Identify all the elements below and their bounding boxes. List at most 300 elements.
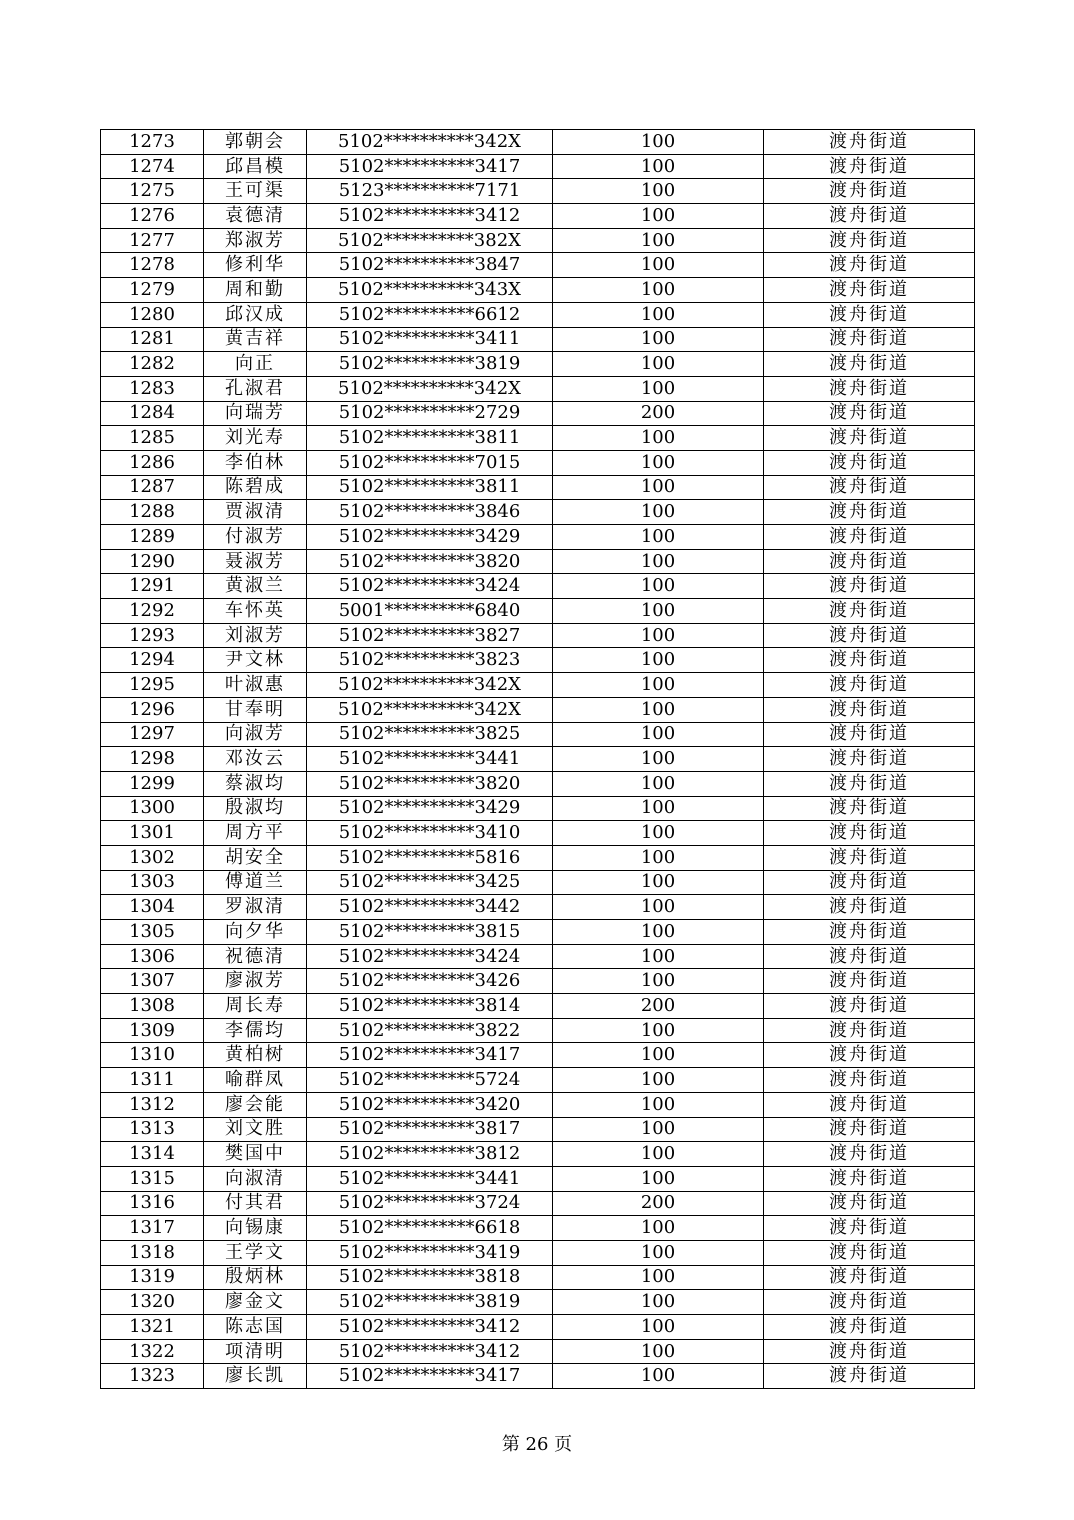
id-number-cell: 5102**********3822 [307, 1018, 553, 1043]
amount-cell: 100 [553, 796, 764, 821]
table-row [101, 1018, 975, 1043]
subdistrict-cell: 渡舟街道 [764, 870, 975, 895]
row-number-cell: 1296 [101, 697, 204, 722]
table-row [101, 302, 975, 327]
row-number-cell: 1307 [101, 969, 204, 994]
subdistrict-cell: 渡舟街道 [764, 697, 975, 722]
table-row [101, 253, 975, 278]
table-row [101, 1339, 975, 1364]
person-name-cell: 邱汉成 [204, 302, 307, 327]
amount-cell: 100 [553, 352, 764, 377]
amount-cell: 100 [553, 525, 764, 550]
person-name-cell: 付淑芳 [204, 525, 307, 550]
id-number-cell: 5102**********3442 [307, 895, 553, 920]
person-name-cell: 向瑞芳 [204, 401, 307, 426]
id-number-cell: 5102**********3823 [307, 648, 553, 673]
amount-cell: 100 [553, 747, 764, 772]
row-number-cell: 1291 [101, 574, 204, 599]
person-name-cell: 向淑清 [204, 1166, 307, 1191]
id-number-cell: 5102**********3819 [307, 352, 553, 377]
table-row [101, 648, 975, 673]
row-number-cell: 1301 [101, 821, 204, 846]
person-name-cell: 廖会能 [204, 1092, 307, 1117]
amount-cell: 100 [553, 574, 764, 599]
table-row [101, 1191, 975, 1216]
amount-cell: 100 [553, 426, 764, 451]
person-name-cell: 周长寿 [204, 994, 307, 1019]
table-row [101, 426, 975, 451]
row-number-cell: 1290 [101, 549, 204, 574]
subdistrict-cell: 渡舟街道 [764, 352, 975, 377]
amount-cell: 100 [553, 969, 764, 994]
person-name-cell: 刘光寿 [204, 426, 307, 451]
table-row [101, 327, 975, 352]
amount-cell: 100 [553, 944, 764, 969]
row-number-cell: 1306 [101, 944, 204, 969]
person-name-cell: 向锡康 [204, 1216, 307, 1241]
table-body [101, 130, 975, 1389]
subdistrict-cell: 渡舟街道 [764, 278, 975, 303]
table-row [101, 154, 975, 179]
table-row [101, 204, 975, 229]
subdistrict-cell: 渡舟街道 [764, 895, 975, 920]
row-number-cell: 1323 [101, 1364, 204, 1389]
table-row [101, 1315, 975, 1340]
row-number-cell: 1285 [101, 426, 204, 451]
subdistrict-cell: 渡舟街道 [764, 1216, 975, 1241]
id-number-cell: 5102**********3424 [307, 574, 553, 599]
amount-cell: 200 [553, 401, 764, 426]
table-row [101, 821, 975, 846]
amount-cell: 100 [553, 1068, 764, 1093]
amount-cell: 200 [553, 1191, 764, 1216]
table-row [101, 1142, 975, 1167]
table-row [101, 1364, 975, 1389]
id-number-cell: 5102**********342X [307, 673, 553, 698]
amount-cell: 100 [553, 1018, 764, 1043]
id-number-cell: 5102**********3814 [307, 994, 553, 1019]
person-name-cell: 向淑芳 [204, 722, 307, 747]
id-number-cell: 5102**********3818 [307, 1265, 553, 1290]
subdistrict-cell: 渡舟街道 [764, 1068, 975, 1093]
table-row [101, 352, 975, 377]
subdistrict-cell: 渡舟街道 [764, 771, 975, 796]
subdistrict-cell: 渡舟街道 [764, 1092, 975, 1117]
id-number-cell: 5102**********3724 [307, 1191, 553, 1216]
person-name-cell: 殷淑均 [204, 796, 307, 821]
amount-cell: 100 [553, 1216, 764, 1241]
amount-cell: 100 [553, 870, 764, 895]
table-row [101, 1092, 975, 1117]
id-number-cell: 5102**********3817 [307, 1117, 553, 1142]
row-number-cell: 1278 [101, 253, 204, 278]
amount-cell: 200 [553, 994, 764, 1019]
row-number-cell: 1314 [101, 1142, 204, 1167]
table-row [101, 697, 975, 722]
table-row [101, 179, 975, 204]
person-name-cell: 孔淑君 [204, 376, 307, 401]
table-row [101, 401, 975, 426]
id-number-cell: 5102**********3819 [307, 1290, 553, 1315]
row-number-cell: 1297 [101, 722, 204, 747]
table-row [101, 944, 975, 969]
id-number-cell: 5102**********3424 [307, 944, 553, 969]
id-number-cell: 5102**********6612 [307, 302, 553, 327]
table-row [101, 1043, 975, 1068]
row-number-cell: 1279 [101, 278, 204, 303]
row-number-cell: 1282 [101, 352, 204, 377]
row-number-cell: 1289 [101, 525, 204, 550]
amount-cell: 100 [553, 648, 764, 673]
table-row [101, 747, 975, 772]
person-name-cell: 周方平 [204, 821, 307, 846]
person-name-cell: 聂淑芳 [204, 549, 307, 574]
row-number-cell: 1273 [101, 130, 204, 155]
subdistrict-cell: 渡舟街道 [764, 1043, 975, 1068]
subdistrict-cell: 渡舟街道 [764, 1339, 975, 1364]
subdistrict-cell: 渡舟街道 [764, 327, 975, 352]
person-name-cell: 廖金文 [204, 1290, 307, 1315]
id-number-cell: 5102**********3812 [307, 1142, 553, 1167]
table-row [101, 895, 975, 920]
id-number-cell: 5102**********5724 [307, 1068, 553, 1093]
amount-cell: 100 [553, 771, 764, 796]
table-row [101, 574, 975, 599]
row-number-cell: 1293 [101, 623, 204, 648]
subdistrict-cell: 渡舟街道 [764, 673, 975, 698]
person-name-cell: 邓汝云 [204, 747, 307, 772]
table-row [101, 623, 975, 648]
person-name-cell: 向夕华 [204, 920, 307, 945]
person-name-cell: 黄淑兰 [204, 574, 307, 599]
subdistrict-cell: 渡舟街道 [764, 969, 975, 994]
person-name-cell: 周和勤 [204, 278, 307, 303]
subdistrict-cell: 渡舟街道 [764, 130, 975, 155]
row-number-cell: 1319 [101, 1265, 204, 1290]
id-number-cell: 5102**********7015 [307, 450, 553, 475]
subdistrict-cell: 渡舟街道 [764, 648, 975, 673]
row-number-cell: 1321 [101, 1315, 204, 1340]
person-name-cell: 项清明 [204, 1339, 307, 1364]
amount-cell: 100 [553, 179, 764, 204]
id-number-cell: 5102**********3441 [307, 1166, 553, 1191]
amount-cell: 100 [553, 1142, 764, 1167]
person-name-cell: 王可渠 [204, 179, 307, 204]
person-name-cell: 廖淑芳 [204, 969, 307, 994]
table-row [101, 969, 975, 994]
amount-cell: 100 [553, 623, 764, 648]
person-name-cell: 蔡淑均 [204, 771, 307, 796]
table-row [101, 475, 975, 500]
row-number-cell: 1284 [101, 401, 204, 426]
subdistrict-cell: 渡舟街道 [764, 796, 975, 821]
amount-cell: 100 [553, 895, 764, 920]
person-name-cell: 郑淑芳 [204, 228, 307, 253]
id-number-cell: 5102**********3412 [307, 1339, 553, 1364]
person-name-cell: 刘文胜 [204, 1117, 307, 1142]
amount-cell: 100 [553, 278, 764, 303]
table-row [101, 994, 975, 1019]
id-number-cell: 5102**********382X [307, 228, 553, 253]
amount-cell: 100 [553, 599, 764, 624]
row-number-cell: 1300 [101, 796, 204, 821]
amount-cell: 100 [553, 327, 764, 352]
amount-cell: 100 [553, 845, 764, 870]
subdistrict-cell: 渡舟街道 [764, 1166, 975, 1191]
subdistrict-cell: 渡舟街道 [764, 525, 975, 550]
subdistrict-cell: 渡舟街道 [764, 376, 975, 401]
row-number-cell: 1304 [101, 895, 204, 920]
table-row [101, 845, 975, 870]
row-number-cell: 1303 [101, 870, 204, 895]
amount-cell: 100 [553, 130, 764, 155]
person-name-cell: 胡安全 [204, 845, 307, 870]
row-number-cell: 1288 [101, 500, 204, 525]
table-row [101, 722, 975, 747]
id-number-cell: 5102**********3419 [307, 1240, 553, 1265]
table-row [101, 796, 975, 821]
subdistrict-cell: 渡舟街道 [764, 599, 975, 624]
id-number-cell: 5102**********3846 [307, 500, 553, 525]
subdistrict-cell: 渡舟街道 [764, 1018, 975, 1043]
person-name-cell: 殷炳林 [204, 1265, 307, 1290]
person-name-cell: 黄柏树 [204, 1043, 307, 1068]
amount-cell: 100 [553, 302, 764, 327]
row-number-cell: 1320 [101, 1290, 204, 1315]
subdistrict-cell: 渡舟街道 [764, 722, 975, 747]
table-row [101, 1068, 975, 1093]
person-name-cell: 向正 [204, 352, 307, 377]
subdistrict-cell: 渡舟街道 [764, 253, 975, 278]
person-name-cell: 李儒均 [204, 1018, 307, 1043]
amount-cell: 100 [553, 450, 764, 475]
id-number-cell: 5102**********3815 [307, 920, 553, 945]
row-number-cell: 1322 [101, 1339, 204, 1364]
table-row [101, 1166, 975, 1191]
person-name-cell: 邱昌模 [204, 154, 307, 179]
amount-cell: 100 [553, 376, 764, 401]
subdistrict-cell: 渡舟街道 [764, 1290, 975, 1315]
id-number-cell: 5102**********3412 [307, 204, 553, 229]
id-number-cell: 5102**********3410 [307, 821, 553, 846]
row-number-cell: 1316 [101, 1191, 204, 1216]
person-name-cell: 喻群凤 [204, 1068, 307, 1093]
person-name-cell: 袁德清 [204, 204, 307, 229]
id-number-cell: 5102**********3811 [307, 426, 553, 451]
person-name-cell: 傅道兰 [204, 870, 307, 895]
id-number-cell: 5102**********3827 [307, 623, 553, 648]
amount-cell: 100 [553, 1265, 764, 1290]
row-number-cell: 1312 [101, 1092, 204, 1117]
id-number-cell: 5102**********3811 [307, 475, 553, 500]
subdistrict-cell: 渡舟街道 [764, 623, 975, 648]
row-number-cell: 1298 [101, 747, 204, 772]
row-number-cell: 1274 [101, 154, 204, 179]
amount-cell: 100 [553, 1364, 764, 1389]
table-row [101, 450, 975, 475]
amount-cell: 100 [553, 154, 764, 179]
amount-cell: 100 [553, 475, 764, 500]
table-row [101, 549, 975, 574]
amount-cell: 100 [553, 1339, 764, 1364]
person-name-cell: 刘淑芳 [204, 623, 307, 648]
table-row [101, 599, 975, 624]
person-name-cell: 王学文 [204, 1240, 307, 1265]
id-number-cell: 5102**********6618 [307, 1216, 553, 1241]
table-row [101, 1265, 975, 1290]
id-number-cell: 5102**********342X [307, 697, 553, 722]
amount-cell: 100 [553, 549, 764, 574]
id-number-cell: 5102**********3417 [307, 1364, 553, 1389]
page-number: 第 26 页 [501, 1434, 573, 1455]
row-number-cell: 1275 [101, 179, 204, 204]
person-name-cell: 陈志国 [204, 1315, 307, 1340]
subdistrict-cell: 渡舟街道 [764, 204, 975, 229]
subdistrict-cell: 渡舟街道 [764, 302, 975, 327]
person-name-cell: 祝德清 [204, 944, 307, 969]
amount-cell: 100 [553, 228, 764, 253]
subdistrict-cell: 渡舟街道 [764, 845, 975, 870]
id-number-cell: 5102**********3425 [307, 870, 553, 895]
subdistrict-cell: 渡舟街道 [764, 475, 975, 500]
id-number-cell: 5102**********3426 [307, 969, 553, 994]
id-number-cell: 5102**********342X [307, 130, 553, 155]
table-row [101, 1240, 975, 1265]
id-number-cell: 5102**********3847 [307, 253, 553, 278]
subdistrict-cell: 渡舟街道 [764, 821, 975, 846]
id-number-cell: 5102**********343X [307, 278, 553, 303]
table-row [101, 525, 975, 550]
table-row [101, 870, 975, 895]
row-number-cell: 1294 [101, 648, 204, 673]
person-name-cell: 陈碧成 [204, 475, 307, 500]
id-number-cell: 5102**********3420 [307, 1092, 553, 1117]
person-name-cell: 郭朝会 [204, 130, 307, 155]
row-number-cell: 1292 [101, 599, 204, 624]
amount-cell: 100 [553, 1240, 764, 1265]
amount-cell: 100 [553, 1315, 764, 1340]
amount-cell: 100 [553, 500, 764, 525]
subdistrict-cell: 渡舟街道 [764, 1117, 975, 1142]
table-row [101, 673, 975, 698]
table-row [101, 1117, 975, 1142]
subdistrict-cell: 渡舟街道 [764, 1265, 975, 1290]
amount-cell: 100 [553, 253, 764, 278]
id-number-cell: 5102**********3825 [307, 722, 553, 747]
row-number-cell: 1277 [101, 228, 204, 253]
amount-cell: 100 [553, 920, 764, 945]
subdistrict-cell: 渡舟街道 [764, 747, 975, 772]
row-number-cell: 1302 [101, 845, 204, 870]
id-number-cell: 5102**********342X [307, 376, 553, 401]
person-name-cell: 修利华 [204, 253, 307, 278]
amount-cell: 100 [553, 821, 764, 846]
amount-cell: 100 [553, 673, 764, 698]
id-number-cell: 5102**********3820 [307, 549, 553, 574]
subdistrict-cell: 渡舟街道 [764, 154, 975, 179]
amount-cell: 100 [553, 1166, 764, 1191]
subdistrict-cell: 渡舟街道 [764, 1315, 975, 1340]
subdistrict-cell: 渡舟街道 [764, 179, 975, 204]
subdistrict-cell: 渡舟街道 [764, 228, 975, 253]
amount-cell: 100 [553, 1092, 764, 1117]
row-number-cell: 1311 [101, 1068, 204, 1093]
person-name-cell: 罗淑清 [204, 895, 307, 920]
person-name-cell: 李伯林 [204, 450, 307, 475]
row-number-cell: 1280 [101, 302, 204, 327]
row-number-cell: 1308 [101, 994, 204, 1019]
table-row [101, 130, 975, 155]
id-number-cell: 5102**********3412 [307, 1315, 553, 1340]
row-number-cell: 1299 [101, 771, 204, 796]
table-row [101, 1290, 975, 1315]
amount-cell: 100 [553, 697, 764, 722]
id-number-cell: 5102**********2729 [307, 401, 553, 426]
person-name-cell: 贾淑清 [204, 500, 307, 525]
table-row [101, 278, 975, 303]
id-number-cell: 5001**********6840 [307, 599, 553, 624]
person-name-cell: 叶淑惠 [204, 673, 307, 698]
row-number-cell: 1315 [101, 1166, 204, 1191]
subdistrict-cell: 渡舟街道 [764, 450, 975, 475]
row-number-cell: 1317 [101, 1216, 204, 1241]
person-name-cell: 付其君 [204, 1191, 307, 1216]
subdistrict-cell: 渡舟街道 [764, 401, 975, 426]
subdistrict-cell: 渡舟街道 [764, 944, 975, 969]
subdistrict-cell: 渡舟街道 [764, 500, 975, 525]
subdistrict-cell: 渡舟街道 [764, 1191, 975, 1216]
row-number-cell: 1310 [101, 1043, 204, 1068]
person-name-cell: 黄吉祥 [204, 327, 307, 352]
row-number-cell: 1281 [101, 327, 204, 352]
subdistrict-cell: 渡舟街道 [764, 1142, 975, 1167]
person-name-cell: 甘奉明 [204, 697, 307, 722]
row-number-cell: 1318 [101, 1240, 204, 1265]
id-number-cell: 5102**********3429 [307, 796, 553, 821]
amount-cell: 100 [553, 722, 764, 747]
table-row [101, 920, 975, 945]
id-number-cell: 5102**********3820 [307, 771, 553, 796]
person-name-cell: 车怀英 [204, 599, 307, 624]
row-number-cell: 1313 [101, 1117, 204, 1142]
id-number-cell: 5102**********3429 [307, 525, 553, 550]
id-number-cell: 5102**********3411 [307, 327, 553, 352]
amount-cell: 100 [553, 204, 764, 229]
id-number-cell: 5102**********5816 [307, 845, 553, 870]
subdistrict-cell: 渡舟街道 [764, 1364, 975, 1389]
id-number-cell: 5102**********3417 [307, 1043, 553, 1068]
person-name-cell: 樊国中 [204, 1142, 307, 1167]
subdistrict-cell: 渡舟街道 [764, 426, 975, 451]
row-number-cell: 1286 [101, 450, 204, 475]
row-number-cell: 1305 [101, 920, 204, 945]
table-row [101, 376, 975, 401]
row-number-cell: 1287 [101, 475, 204, 500]
person-name-cell: 尹文林 [204, 648, 307, 673]
amount-cell: 100 [553, 1117, 764, 1142]
row-number-cell: 1309 [101, 1018, 204, 1043]
table-row [101, 771, 975, 796]
row-number-cell: 1276 [101, 204, 204, 229]
table-row [101, 1216, 975, 1241]
id-number-cell: 5123**********7171 [307, 179, 553, 204]
subsidy-list-table [100, 129, 975, 1389]
subdistrict-cell: 渡舟街道 [764, 1240, 975, 1265]
amount-cell: 100 [553, 1290, 764, 1315]
subdistrict-cell: 渡舟街道 [764, 920, 975, 945]
subdistrict-cell: 渡舟街道 [764, 549, 975, 574]
table-row [101, 500, 975, 525]
